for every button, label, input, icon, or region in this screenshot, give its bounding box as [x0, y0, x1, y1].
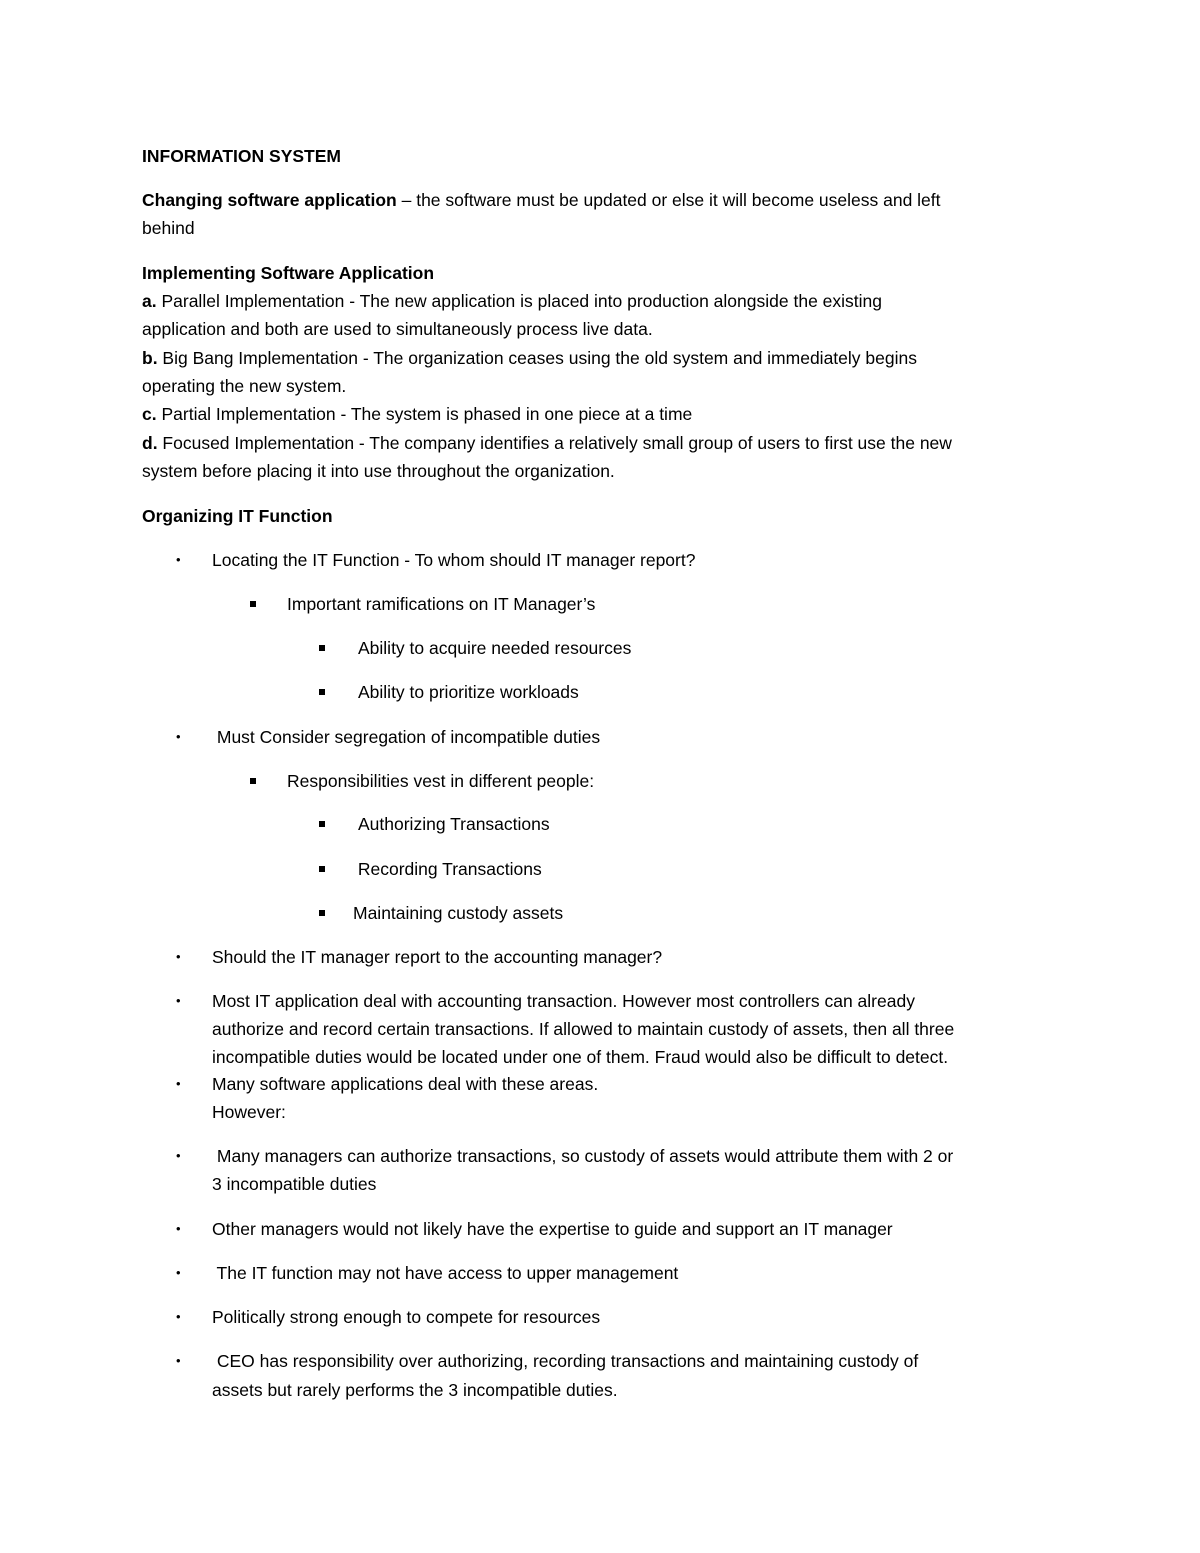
ceo-item: CEO has responsibility over authorizing, recording transactions and maintaining custody of — [212, 1351, 919, 1371]
changing-software-term: Changing software application — [142, 190, 397, 210]
impl-item-c — [142, 402, 692, 426]
changing-software-definition: – the software must be updated or else it will become useless and left — [396, 190, 941, 210]
bullet-icon: • — [176, 1221, 181, 1236]
impl-item-b-cont: operating the new system. — [142, 376, 347, 396]
responsibilities-item: Responsibilities vest in different people: — [287, 771, 595, 791]
many-managers-item: Many managers can authorize transactions, so custody of assets would attribute them with 2 or — [212, 1146, 954, 1166]
impl-item-a-cont: application and both are used to simultaneously process live data. — [142, 319, 653, 339]
square-bullet-icon — [250, 778, 256, 784]
impl-item-a-text: Parallel Implementation - The new application is placed into production alongside the existing — [156, 291, 882, 311]
ability-acquire-item: Ability to acquire needed resources — [358, 638, 632, 658]
many-software-however: However: — [212, 1102, 286, 1122]
square-bullet-icon — [319, 645, 325, 651]
bullet-icon: • — [176, 1076, 181, 1091]
authorizing-item: Authorizing Transactions — [358, 814, 550, 834]
bullet-icon: • — [176, 1265, 181, 1280]
impl-item-c-text: Partial Implementation - The system is phased in one piece at a time — [156, 404, 693, 424]
impl-item-a-letter: a. — [142, 291, 157, 311]
most-it-item: Most IT application deal with accounting transaction. However most controllers can already — [212, 991, 915, 1011]
should-report-item: Should the IT manager report to the accounting manager? — [212, 947, 663, 967]
bullet-icon: • — [176, 993, 181, 1008]
recording-item: Recording Transactions — [353, 859, 542, 879]
square-bullet-icon — [319, 910, 325, 916]
square-bullet-icon — [319, 866, 325, 872]
it-function-item: The IT function may not have access to upper management — [212, 1263, 679, 1283]
ramifications-item: Important ramifications on IT Manager’s — [287, 594, 596, 614]
impl-item-b-letter: b. — [142, 348, 158, 368]
segregation-item: Must Consider segregation of incompatible duties — [212, 727, 601, 747]
changing-software-definition-cont: behind — [142, 218, 195, 238]
impl-item-d-text: Focused Implementation - The company identifies a relatively small group of users to first use the new — [157, 433, 952, 453]
bullet-icon: • — [176, 1309, 181, 1324]
maintaining-item: Maintaining custody assets — [353, 903, 564, 923]
most-it-item-cont: authorize and record certain transactions. If allowed to maintain custody of assets, then all three — [212, 1019, 955, 1039]
many-managers-item-cont: 3 incompatible duties — [212, 1174, 377, 1194]
other-managers-item: Other managers would not likely have the expertise to guide and support an IT manager — [212, 1219, 893, 1239]
bullet-icon: • — [176, 1148, 181, 1163]
impl-item-d-cont: system before placing it into use throughout the organization. — [142, 461, 615, 481]
organizing-heading: Organizing IT Function — [142, 506, 333, 526]
impl-item-d-letter: d. — [142, 433, 158, 453]
square-bullet-icon — [319, 689, 325, 695]
impl-item-c-letter: c. — [142, 404, 157, 424]
square-bullet-icon — [319, 821, 325, 827]
most-it-item-cont: incompatible duties would be located under one of them. Fraud would also be difficult to detect. — [212, 1047, 949, 1067]
bullet-icon: • — [176, 729, 181, 744]
politically-item: Politically strong enough to compete for resources — [212, 1307, 601, 1327]
impl-item-b — [142, 346, 917, 370]
bullet-icon: • — [176, 949, 181, 964]
document-title: INFORMATION SYSTEM — [142, 146, 341, 166]
many-software-item: Many software applications deal with these areas. — [212, 1074, 599, 1094]
impl-item-d — [142, 431, 952, 455]
implementing-heading: Implementing Software Application — [142, 263, 435, 283]
impl-item-a — [142, 289, 882, 313]
ability-prioritize-item: Ability to prioritize workloads — [358, 682, 579, 702]
bullet-icon: • — [176, 1353, 181, 1368]
ceo-item-cont: assets but rarely performs the 3 incompatible duties. — [212, 1380, 618, 1400]
locating-item: Locating the IT Function - To whom should IT manager report? — [212, 550, 696, 570]
square-bullet-icon — [250, 601, 256, 607]
changing-software-paragraph — [142, 188, 941, 212]
bullet-icon: • — [176, 552, 181, 567]
impl-item-b-text: Big Bang Implementation - The organization ceases using the old system and immediately begins — [157, 348, 917, 368]
